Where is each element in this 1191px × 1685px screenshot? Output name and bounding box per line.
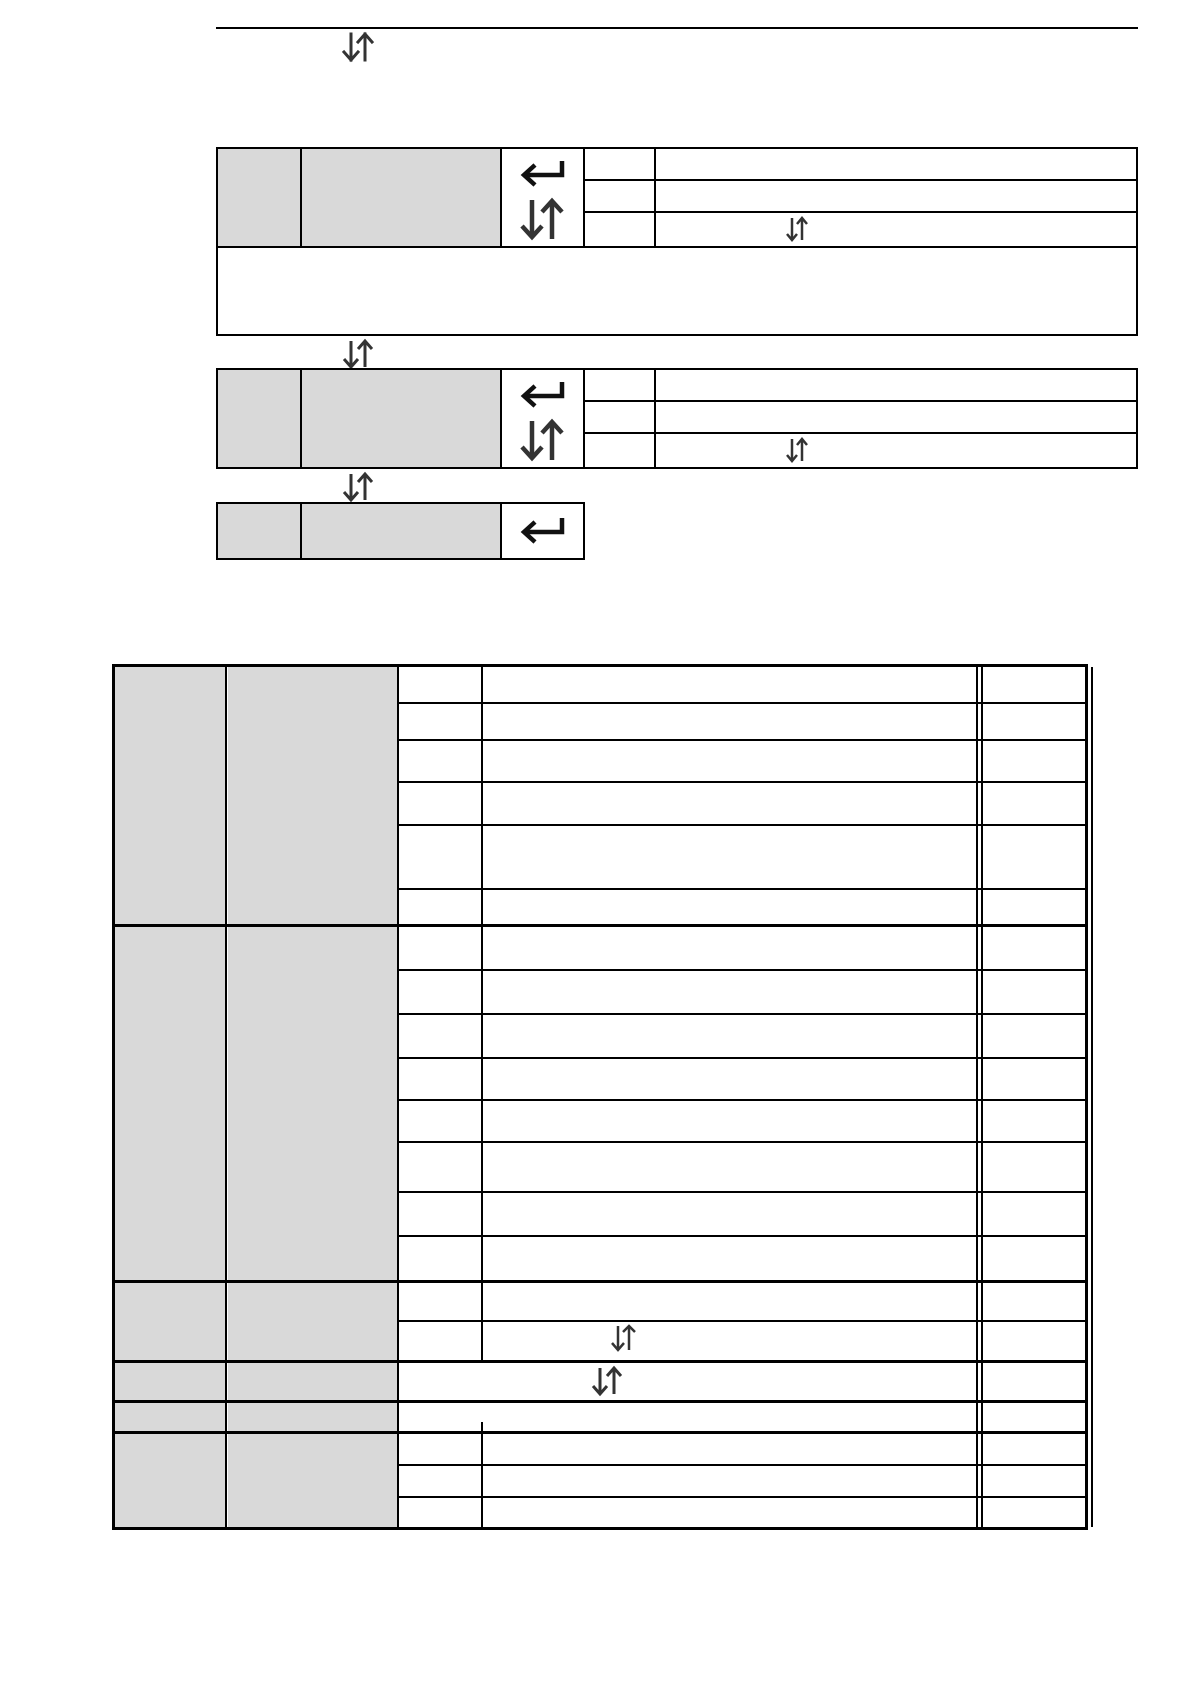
enter-return-icon <box>518 157 566 189</box>
up-down-arrows-icon <box>609 1323 637 1353</box>
block-3-name-cell <box>302 504 500 558</box>
up-down-arrows-icon <box>341 337 375 371</box>
block-1-name-cell <box>302 149 500 246</box>
enter-return-icon <box>518 514 566 546</box>
up-down-arrows-icon <box>341 470 375 504</box>
table-code-column <box>115 667 225 1527</box>
table-name-column <box>228 667 398 1527</box>
up-down-arrows-icon <box>590 1364 624 1398</box>
block-3-code-cell <box>218 504 300 558</box>
block-1-code-cell <box>218 149 300 246</box>
parameter-table <box>112 664 1088 1530</box>
block-2-name-cell <box>302 370 500 467</box>
block-2-code-cell <box>218 370 300 467</box>
up-down-arrows-icon <box>784 215 810 243</box>
up-down-arrows-icon <box>518 196 566 242</box>
enter-return-icon <box>518 378 566 410</box>
top-rule <box>216 27 1138 29</box>
up-down-arrows-icon <box>341 30 375 64</box>
up-down-arrows-icon <box>518 417 566 463</box>
up-down-arrows-icon <box>784 436 810 464</box>
